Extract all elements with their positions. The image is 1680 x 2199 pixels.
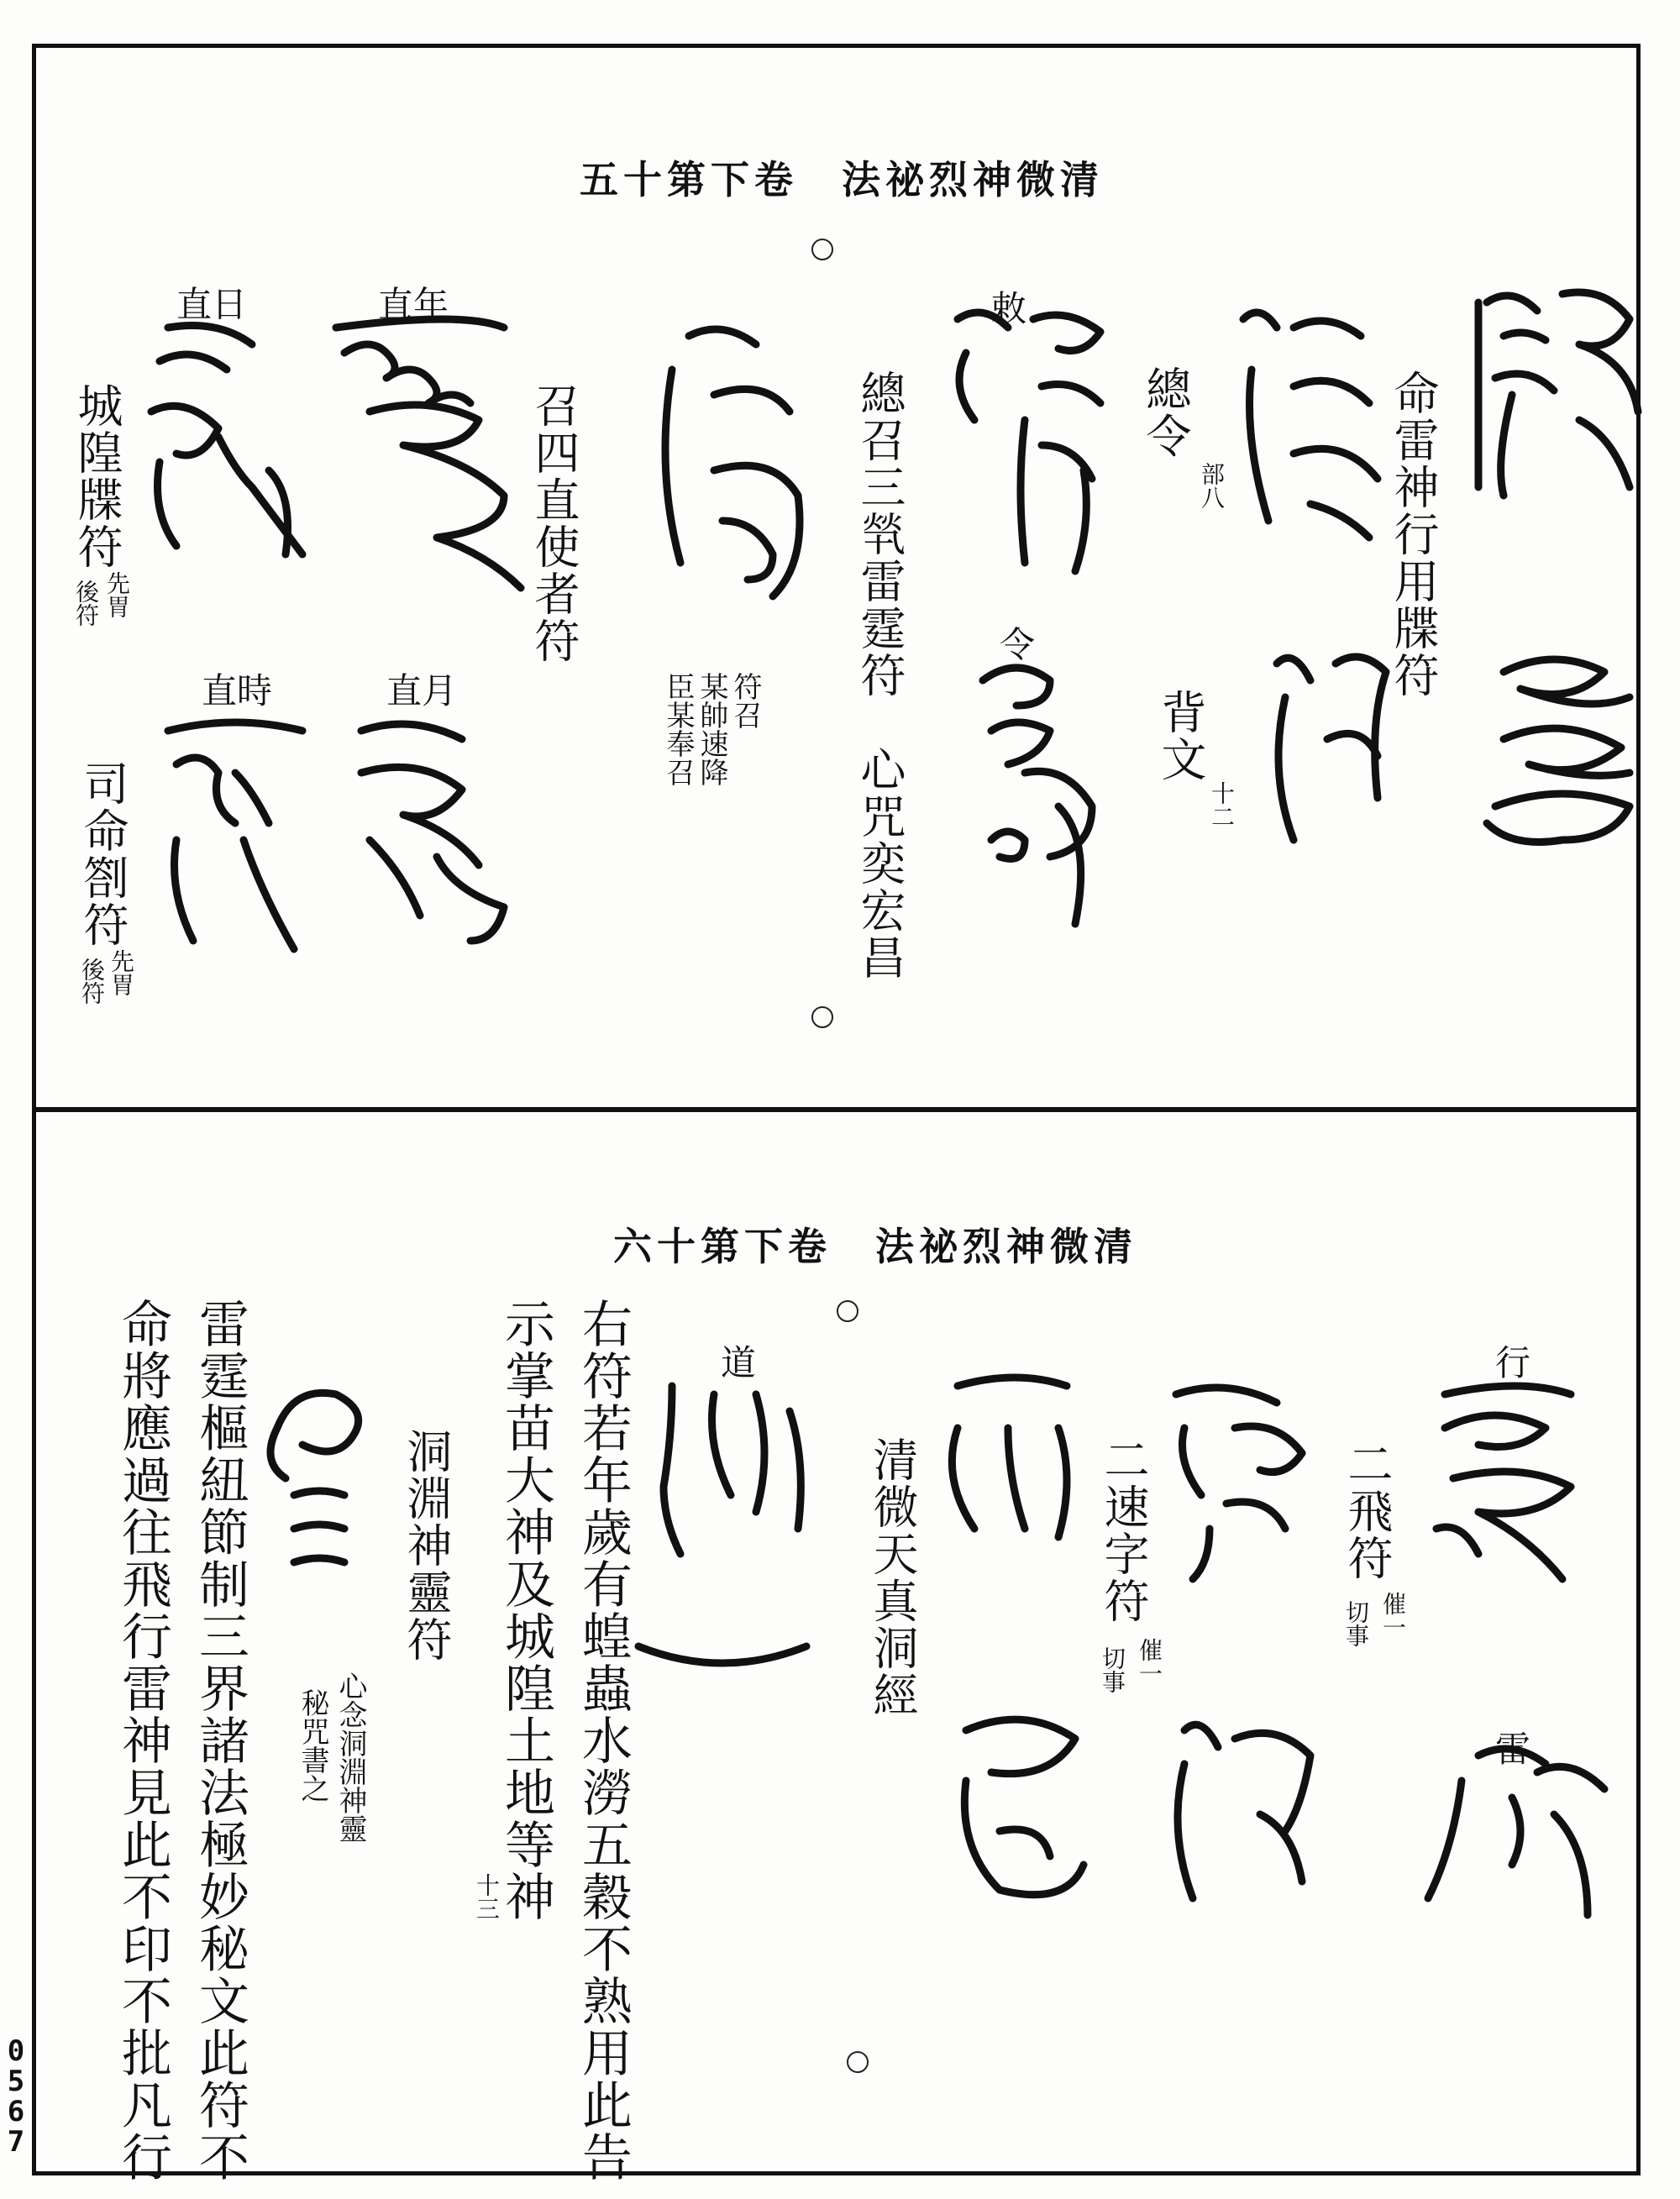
talisman-glyph	[1436, 1386, 1571, 1579]
page-header: 五十第下卷 法祕烈神微清	[580, 157, 1104, 202]
talisman-glyph	[983, 668, 1092, 924]
small-note: 十二	[1208, 781, 1236, 828]
caption-column: 總令	[1139, 365, 1192, 459]
caption-column: 司命劄符	[76, 760, 129, 948]
small-note: 後符	[72, 580, 100, 627]
small-note: 先胃	[108, 949, 135, 996]
talisman-glyph	[168, 722, 302, 949]
talisman-glyph	[361, 724, 504, 941]
caption-column: 總召三㷀雷霆符 心咒奕宏昌	[853, 370, 906, 981]
caption-column: 洞淵神靈符	[400, 1428, 453, 1663]
talisman-label: 直時	[202, 670, 273, 711]
small-note: 先胃	[103, 571, 131, 618]
caption-column: 城隍牒符	[71, 382, 123, 570]
caption-column: 某帥速降	[695, 672, 728, 786]
caption-column: 清微天真洞經	[866, 1436, 919, 1719]
talisman-glyph	[1428, 1749, 1604, 1915]
talisman-label: 雷	[1495, 1729, 1531, 1770]
talisman-glyph	[1487, 659, 1630, 842]
text-column: 雷霆樞紐節制三界諸法極妙秘文此符不	[191, 1298, 249, 2183]
text-column: 命將應過往飛行雷神見此不印不批凡行	[113, 1298, 172, 2183]
talisman-label: 行	[1495, 1342, 1531, 1383]
page-header: 六十第下卷 法祕烈神微清	[613, 1224, 1137, 1269]
text-column: 示掌苗大神及城隍土地等神	[496, 1298, 555, 1923]
small-note: 催一	[1136, 1638, 1163, 1685]
caption-column: 臣某奉召	[661, 672, 695, 786]
talisman-glyph	[1178, 1724, 1310, 1898]
small-note: 部八	[1198, 462, 1226, 509]
talisman-label: 直年	[378, 284, 449, 325]
talisman-glyph	[270, 1393, 359, 1562]
text-column: 右符若年歲有蝗蟲水澇五穀不熟用此告	[574, 1298, 633, 2183]
talisman-glyph	[958, 312, 1100, 571]
page-number: 0567	[7, 2034, 25, 2159]
talisman-glyph	[151, 326, 302, 555]
talisman-label: 令	[1000, 624, 1036, 665]
talisman-glyph	[1478, 292, 1638, 496]
small-note: 催一	[1379, 1592, 1407, 1639]
talisman-glyph	[1277, 657, 1386, 840]
small-note: 切事	[1342, 1600, 1370, 1647]
talisman-label: 直日	[176, 284, 248, 325]
small-note: 切事	[1099, 1646, 1126, 1693]
caption-column: 命雷神行用牒符	[1387, 370, 1440, 699]
talisman-glyph	[1176, 1388, 1302, 1579]
caption-column: 心念洞淵神靈	[333, 1672, 367, 1843]
caption-column: 二飛符	[1341, 1441, 1394, 1582]
caption-column: 召四直使者符	[528, 382, 580, 664]
talisman-label: 直月	[386, 670, 458, 711]
small-note: 十三	[473, 1873, 501, 1920]
talisman-glyph	[665, 329, 800, 596]
caption-column: 秘咒書之	[296, 1688, 329, 1803]
caption-column: 二速字符	[1097, 1436, 1150, 1624]
caption-column: 背文	[1154, 689, 1207, 783]
talisman-glyph	[964, 1719, 1084, 1895]
caption-column: 符召	[728, 672, 762, 729]
talisman-label: 道	[721, 1342, 757, 1383]
talisman-glyph	[638, 1386, 806, 1663]
talisman-label: 敕	[991, 288, 1027, 329]
small-note: 後符	[78, 958, 106, 1005]
talisman-glyph	[952, 1378, 1067, 1537]
talisman-glyph	[336, 319, 521, 588]
talisman-glyph	[1243, 312, 1378, 538]
